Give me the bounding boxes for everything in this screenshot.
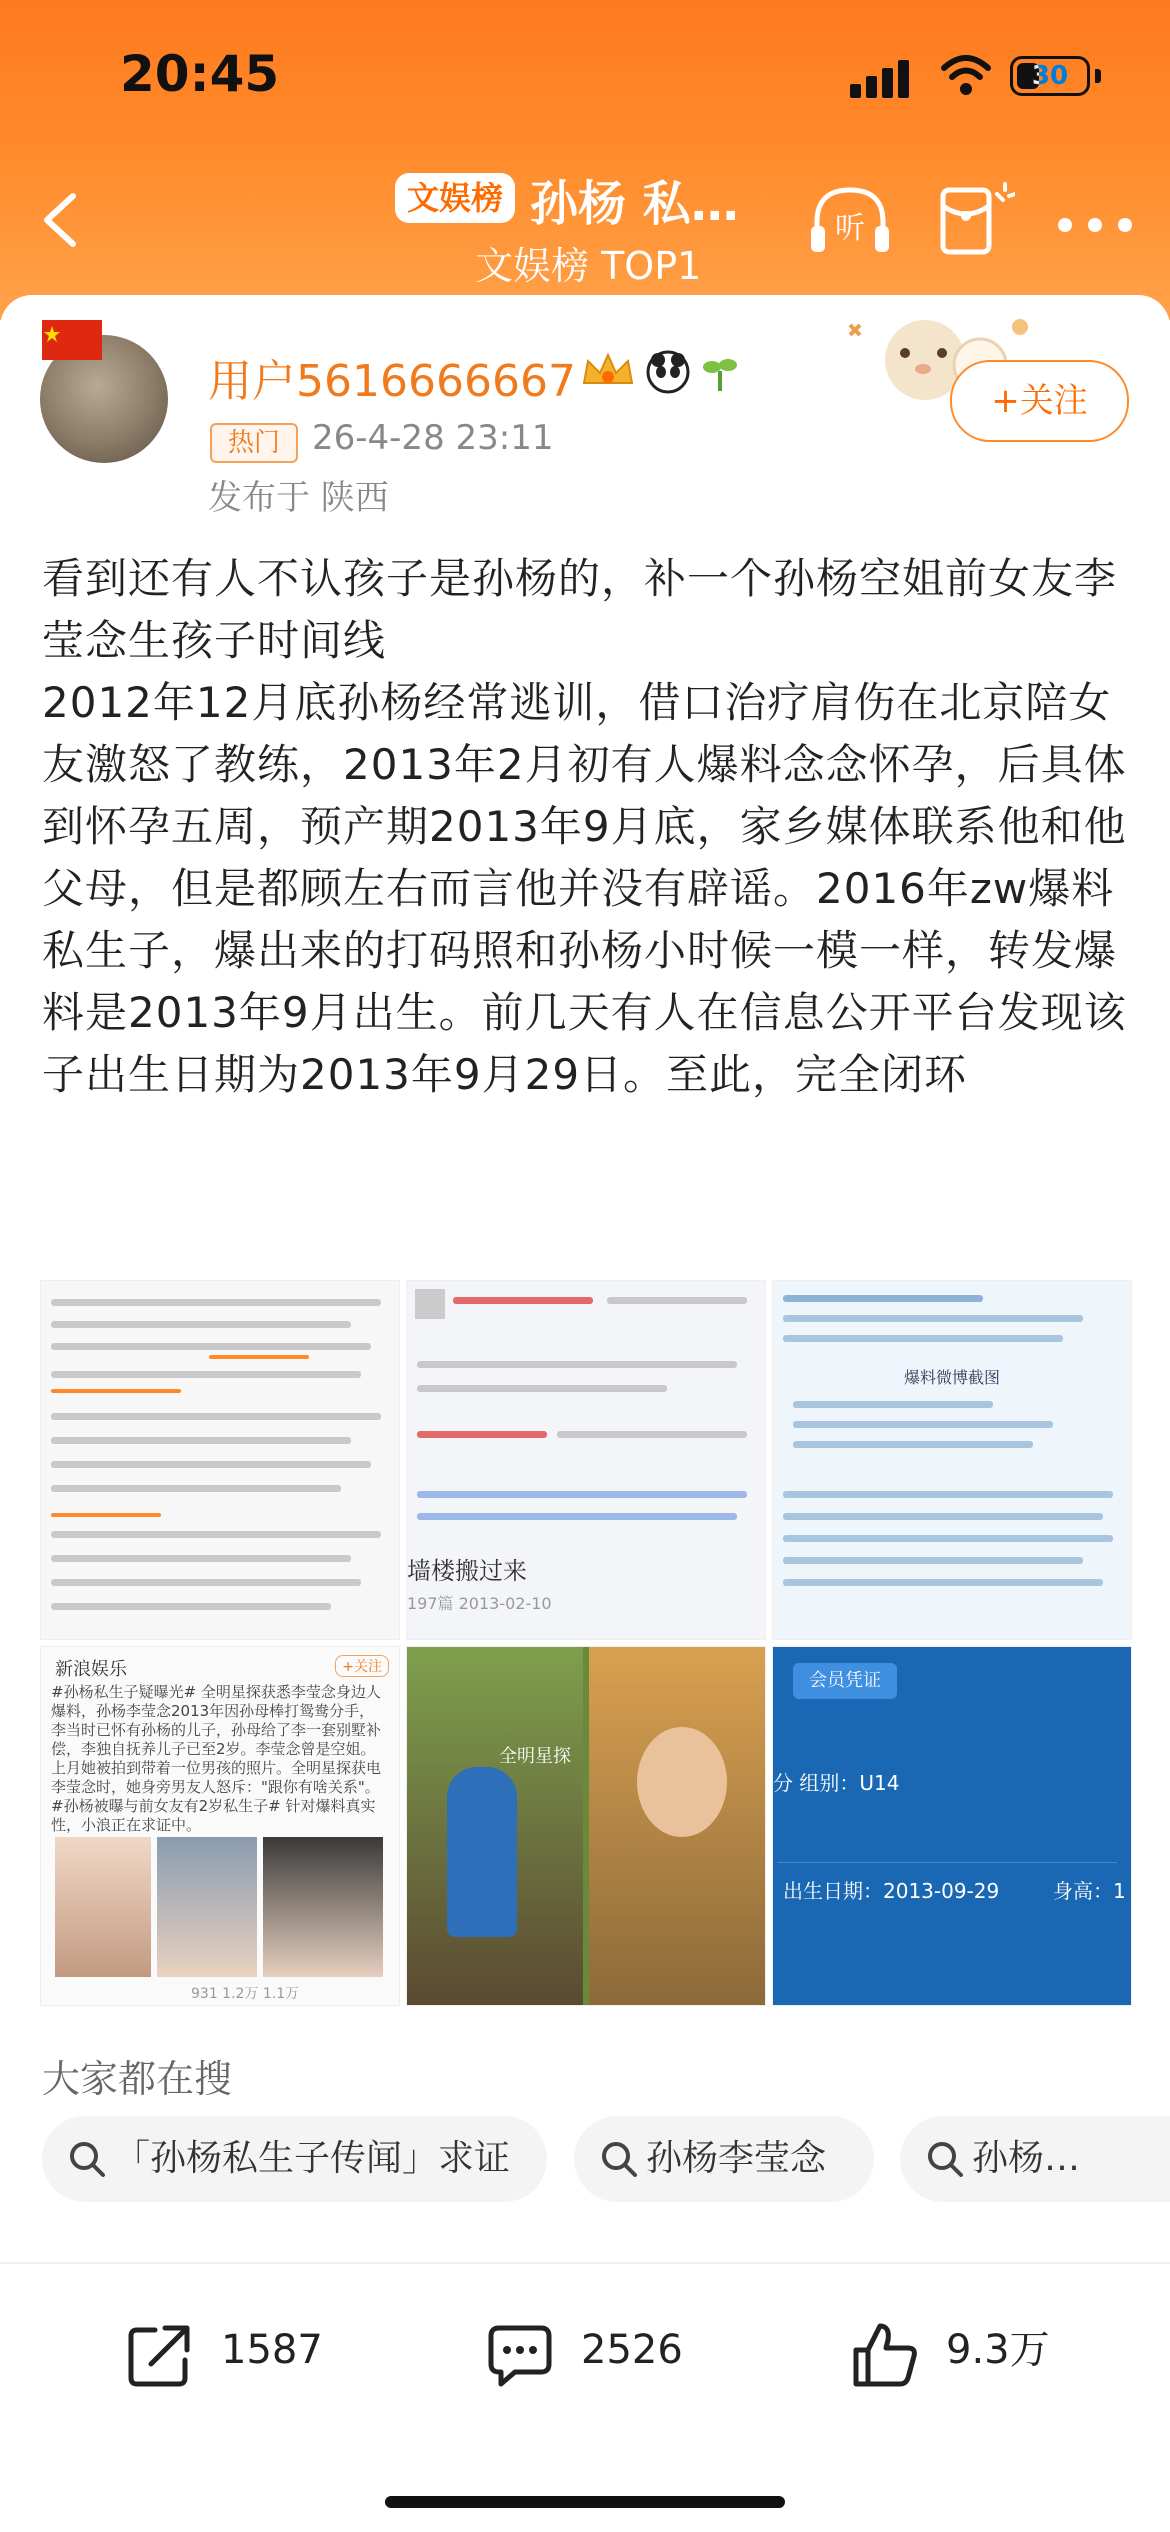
post-image-3[interactable] xyxy=(772,1280,1132,1640)
share-count: 1587 xyxy=(221,2327,323,2373)
signal-icon xyxy=(850,58,912,98)
status-time: 20:45 xyxy=(120,45,280,103)
red-packet-icon[interactable] xyxy=(935,180,1015,260)
img5-child-figure xyxy=(447,1767,517,1937)
post-location: 发布于 陕西 xyxy=(208,478,389,518)
like-count: 9.3万 xyxy=(946,2327,1050,2373)
img4-photo-right xyxy=(263,1837,383,1977)
like-button[interactable] xyxy=(850,2300,1090,2400)
home-indicator[interactable] xyxy=(385,2496,785,2508)
img3-title: 爆料微博截图 xyxy=(903,1368,1000,1387)
battery-tip xyxy=(1095,69,1101,83)
img5-watermark: 全明星探 xyxy=(499,1746,571,1767)
china-flag-icon xyxy=(42,320,102,360)
topic-title: 孙杨 私… xyxy=(530,176,739,232)
related-search-title: 大家都在搜 xyxy=(42,2057,233,2101)
topic-title-area[interactable] xyxy=(395,165,815,295)
topic-subtitle: 文娱榜 TOP1 xyxy=(475,244,702,288)
username[interactable]: 用户5616666667 xyxy=(208,356,576,407)
search-icon xyxy=(926,2140,964,2178)
post-body-text[interactable]: 看到还有人不认孩子是孙杨的，补一个孙杨空姐前女友李莹念生孩子时间线 2012年12月底孙杨经常逃训，借口治疗肩伤在北京陪女友激怒了教练，2013年2月初有人爆料念念怀孕，后具体到怀孕五周，预产期2013年9月底，家乡媒体联系他和他父母，但是都顾左右而言他并没有辟谣。2016年zw爆料私生子，爆出来的打码照和孙杨小时候一模一样，转发爆料是2013年9月出生。前几天有人在信息公开平台发现该子出生日期为2013年9月29日。至此，完全闭环 xyxy=(42,554,1127,1099)
search-chip-2[interactable] xyxy=(574,2116,874,2202)
back-arrow-icon[interactable] xyxy=(35,190,85,250)
action-bar-divider xyxy=(0,2262,1170,2264)
post-image-4[interactable] xyxy=(40,1646,400,2006)
battery-icon xyxy=(1010,56,1090,96)
img4-stats: 931 1.2万 1.1万 xyxy=(191,1986,300,2002)
thumb-avatar xyxy=(415,1289,445,1319)
wifi-icon xyxy=(940,52,992,98)
img4-photo-mid xyxy=(157,1837,257,1977)
search-chip-3[interactable] xyxy=(900,2116,1170,2202)
post-image-5[interactable] xyxy=(406,1646,766,2006)
img6-badge: 会员凭证 xyxy=(793,1663,897,1699)
img4-source: 新浪娱乐 xyxy=(55,1659,127,1680)
img5-baby-figure xyxy=(637,1727,727,1837)
comment-button[interactable] xyxy=(485,2300,725,2400)
search-icon xyxy=(600,2140,638,2178)
user-badges-icon xyxy=(580,347,740,397)
thumbs-up-icon xyxy=(850,2320,920,2390)
img4-photo-left xyxy=(55,1837,151,1977)
listen-label: 听 xyxy=(835,211,865,246)
img2-date: 197篇 2013-02-10 xyxy=(407,1594,552,1613)
img2-caption: 墙楼搬过来 xyxy=(407,1557,527,1585)
comment-icon xyxy=(485,2320,555,2390)
post-image-1[interactable] xyxy=(40,1280,400,1640)
share-button[interactable] xyxy=(125,2300,365,2400)
hot-tag-badge: 热门 xyxy=(210,423,298,463)
status-bar xyxy=(0,0,1170,150)
more-options-icon[interactable] xyxy=(1055,215,1135,235)
search-chip-3-label: 孙杨… xyxy=(972,2138,1081,2179)
img4-follow: +关注 xyxy=(335,1655,389,1677)
follow-button[interactable]: +关注 xyxy=(950,360,1129,442)
post-time: 26-4-28 23:11 xyxy=(312,418,554,458)
post-image-6[interactable] xyxy=(772,1646,1132,2006)
img4-text: #孙杨私生子疑曝光# 全明星探获悉李莹念身边人爆料，孙杨李莹念2013年因孙母棒打鸳鸯分手，李当时已怀有孙杨的儿子，孙母给了李一套别墅补偿，李独自抚养儿子已至2岁。李莹念曾是空姐。上月她被拍到带着一位男孩的照片。全明星探获电李莹念时，她身旁男友人怒斥："跟你有啥关系"。#孙杨被曝与前女友有2岁私生子# 针对爆料真实性，小浪正在求证中。 xyxy=(51,1683,382,1833)
img6-group: 分 组别：U14 xyxy=(773,1771,900,1795)
listen-headphones-icon[interactable] xyxy=(805,180,895,260)
search-chip-1[interactable] xyxy=(42,2116,547,2202)
search-chip-1-label: 「孙杨私生子传闻」求证 xyxy=(114,2138,511,2179)
search-chip-2-label: 孙杨李莹念 xyxy=(646,2138,827,2179)
img6-birth: 出生日期：2013-09-29 xyxy=(783,1879,1000,1903)
image-grid xyxy=(40,1280,1130,2000)
comment-count: 2526 xyxy=(581,2327,683,2373)
search-icon xyxy=(68,2140,106,2178)
img6-height: 身高：1 xyxy=(1053,1879,1126,1903)
post-image-2[interactable] xyxy=(406,1280,766,1640)
battery-level: 30 xyxy=(1031,61,1069,91)
share-icon xyxy=(125,2320,195,2390)
topic-badge: 文娱榜 xyxy=(395,173,515,223)
